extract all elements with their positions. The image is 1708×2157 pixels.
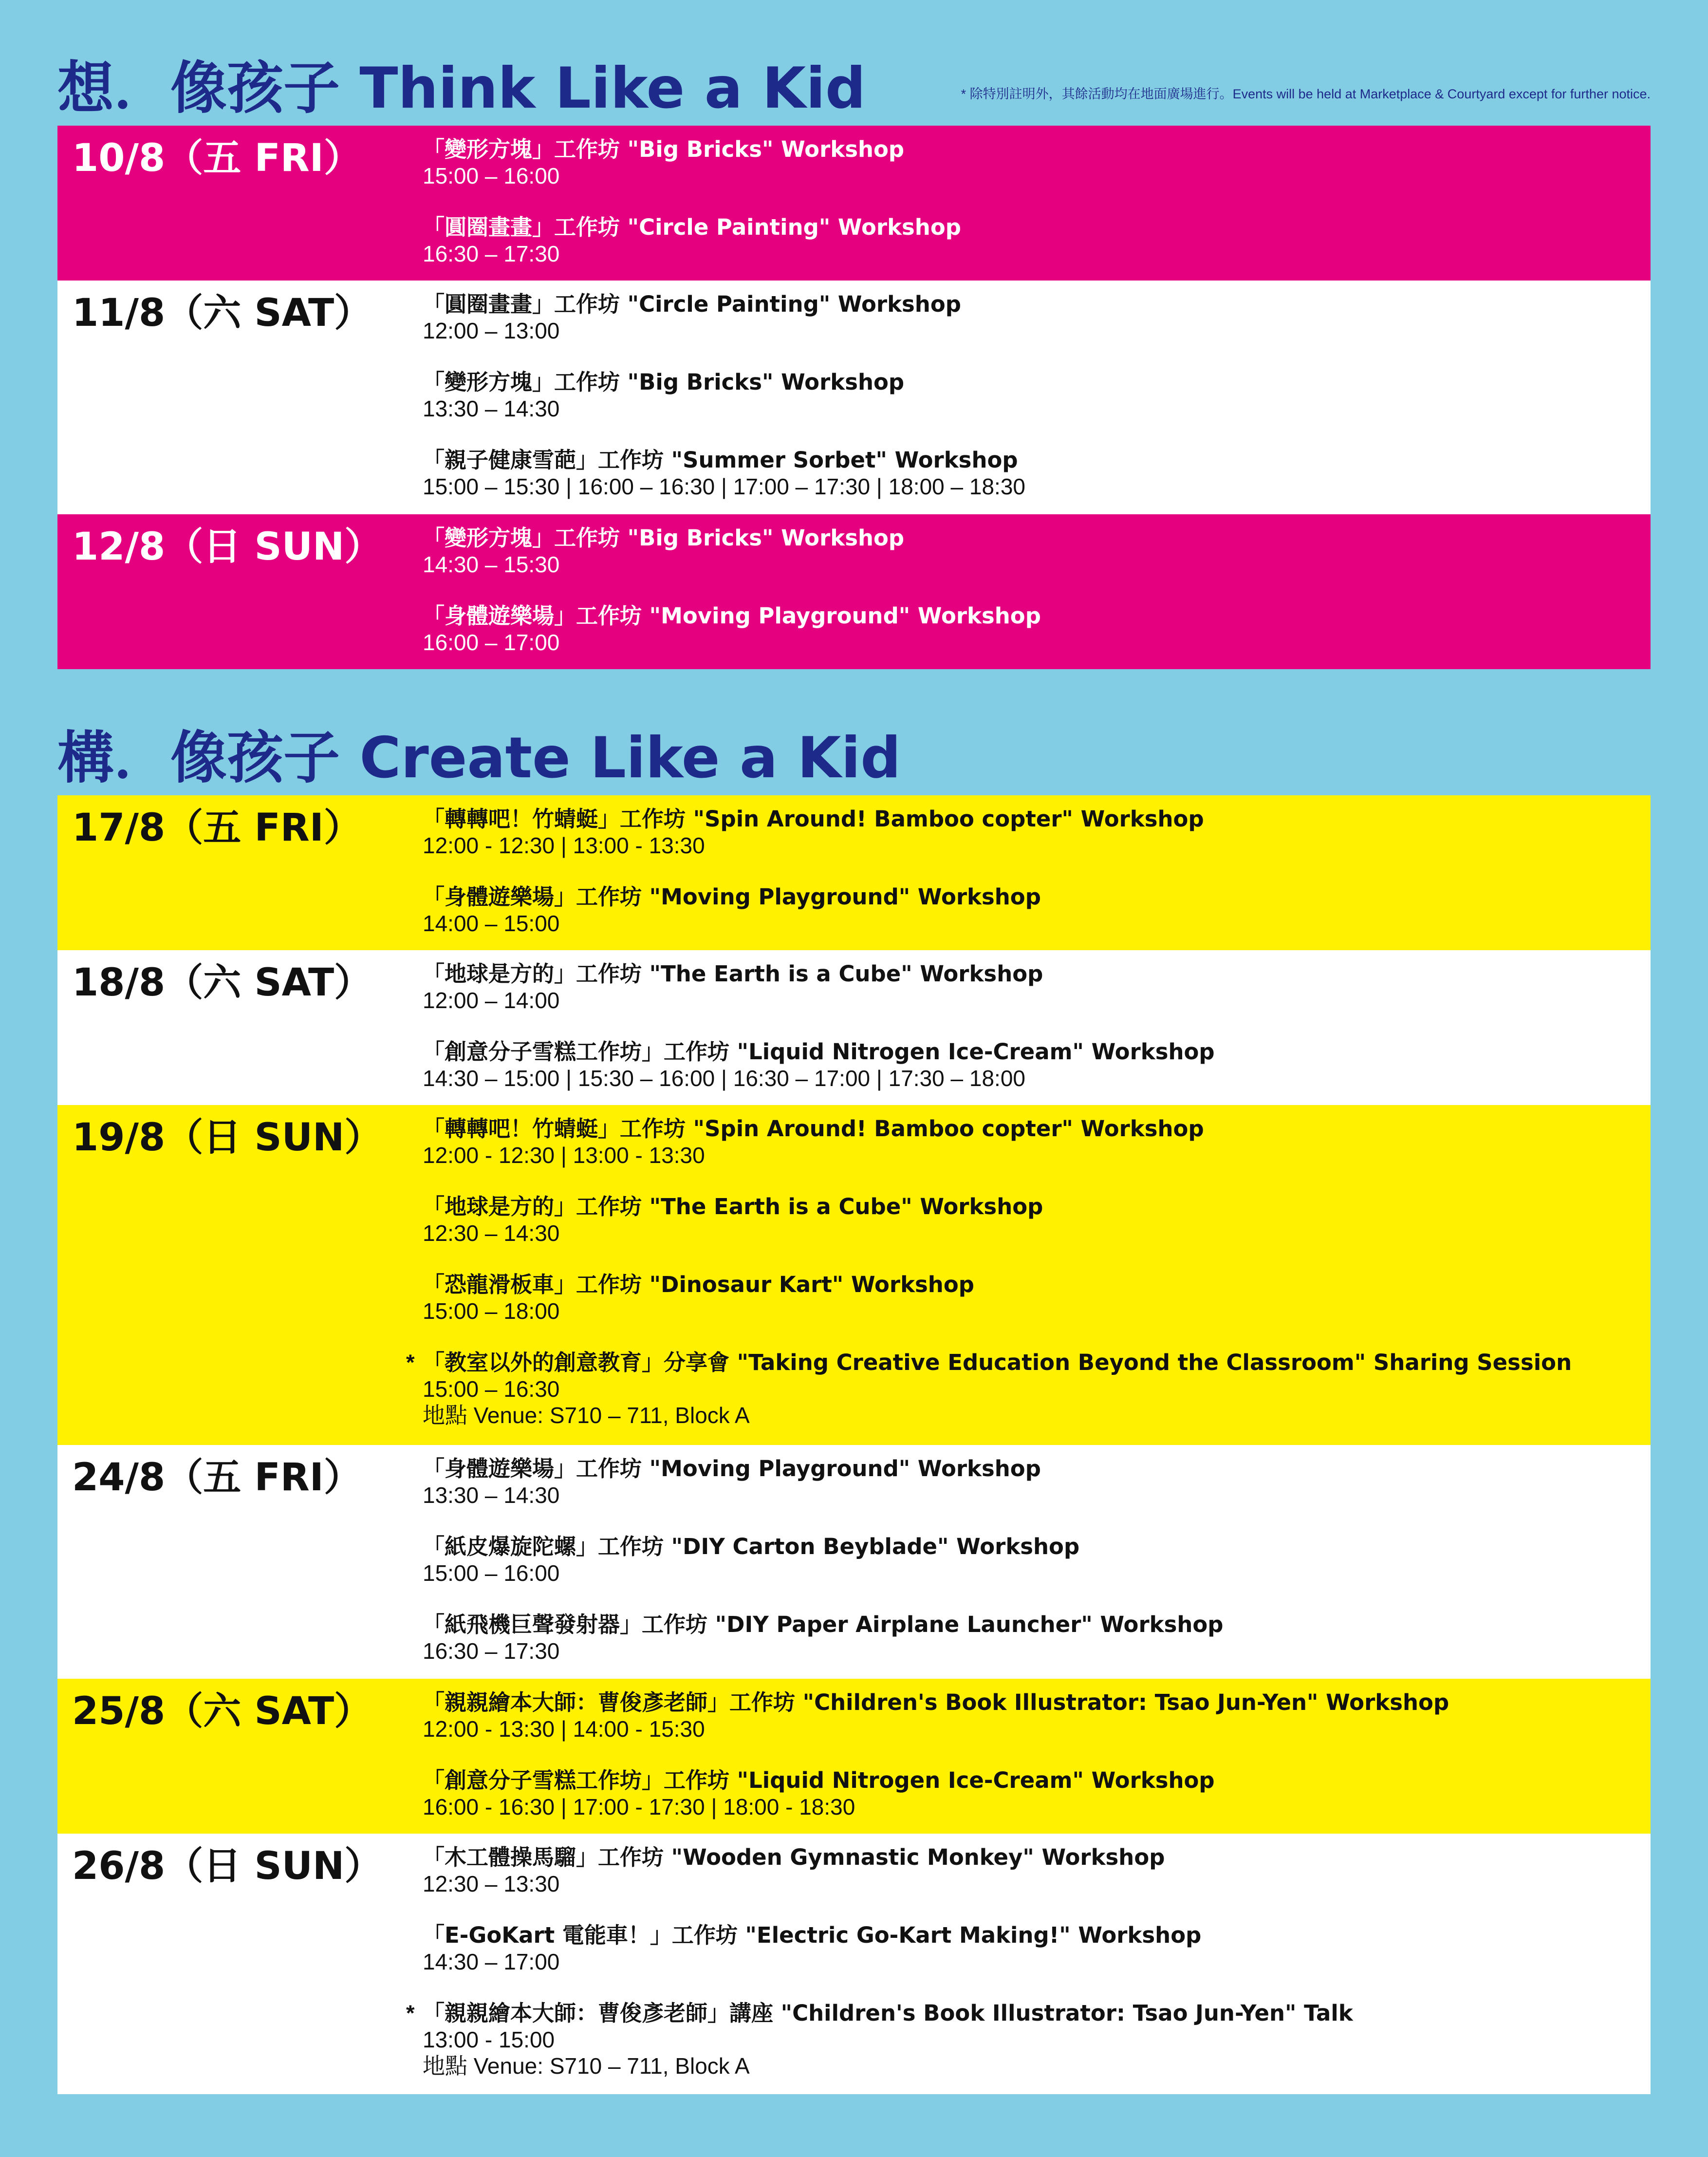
- event-times: 15:00 – 15:30 | 16:00 – 16:30 | 17:00 – 17:30 | 18:00 – 18:30: [423, 474, 1026, 499]
- event-list: [423, 291, 1631, 500]
- event-times: 14:30 – 15:00 | 15:30 – 16:00 | 16:30 – 17:00 | 17:30 – 18:00: [423, 1066, 1026, 1091]
- section-title: 想．像孩子 Think Like a Kid: [57, 56, 866, 121]
- event-list: [423, 1456, 1631, 1664]
- day-row: [57, 1105, 1651, 1445]
- day-row: [57, 1445, 1651, 1679]
- event-item: [423, 1922, 1631, 1975]
- section-title: 構．像孩子 Create Like a Kid: [57, 725, 901, 791]
- event-item: [423, 1534, 1631, 1586]
- day-row: [57, 281, 1651, 514]
- event-title: 「紙皮爆旋陀螺」工作坊 "DIY Carton Beyblade" Workshop: [423, 1534, 1080, 1559]
- event-title: 「地球是方的」工作坊 "The Earth is a Cube" Workshop: [423, 1194, 1043, 1219]
- day-label: 24/8（五 FRI）: [72, 1456, 362, 1500]
- event-title: 「變形方塊」工作坊 "Big Bricks" Workshop: [423, 369, 905, 395]
- event-title: 「E-GoKart 電能車！」工作坊 "Electric Go-Kart Making!" Workshop: [423, 1922, 1202, 1948]
- event-item: [423, 447, 1631, 500]
- event-times: 12:30 – 13:30: [423, 1871, 560, 1896]
- event-item: [423, 1767, 1631, 1820]
- event-item: [423, 603, 1631, 656]
- day-row: [57, 126, 1651, 281]
- event-title: 「地球是方的」工作坊 "The Earth is a Cube" Workshop: [423, 961, 1043, 987]
- day-label: 11/8（六 SAT）: [72, 291, 372, 335]
- event-times: 16:00 - 16:30 | 17:00 - 17:30 | 18:00 - 18:30: [423, 1794, 855, 1819]
- event-title: 「圓圈畫畫」工作坊 "Circle Painting" Workshop: [423, 214, 961, 240]
- schedule-think-like-a-kid: [57, 126, 1651, 669]
- day-label: 18/8（六 SAT）: [72, 961, 372, 1005]
- event-title: 「身體遊樂場」工作坊 "Moving Playground" Workshop: [423, 603, 1041, 629]
- event-list: [423, 806, 1631, 937]
- event-list: [423, 136, 1631, 267]
- event-list: [423, 525, 1631, 656]
- event-times: 14:00 – 15:00: [423, 911, 560, 936]
- day-label: 26/8（日 SUN）: [72, 1844, 383, 1888]
- event-item: [423, 1612, 1631, 1664]
- event-title: 「身體遊樂場」工作坊 "Moving Playground" Workshop: [423, 1456, 1041, 1482]
- event-title: 「變形方塊」工作坊 "Big Bricks" Workshop: [423, 136, 905, 162]
- day-label: 19/8（日 SUN）: [72, 1116, 383, 1160]
- event-title: 「身體遊樂場」工作坊 "Moving Playground" Workshop: [423, 884, 1041, 910]
- event-item: [423, 291, 1631, 344]
- event-times: 15:00 – 16:30: [423, 1376, 560, 1402]
- event-times: 16:30 – 17:30: [423, 1638, 560, 1664]
- event-item: [423, 214, 1631, 267]
- event-item: [423, 1689, 1631, 1742]
- event-list: [406, 1116, 1631, 1428]
- event-venue: 地點 Venue: S710 – 711, Block A: [423, 1403, 750, 1428]
- venue-asterisk: *: [406, 1350, 415, 1375]
- event-item: [423, 369, 1631, 422]
- event-item: [423, 1116, 1631, 1168]
- event-times: 12:30 – 14:30: [423, 1220, 560, 1246]
- event-list: [406, 1844, 1631, 2079]
- section-header: [57, 718, 1651, 791]
- event-times: 16:00 – 17:00: [423, 630, 560, 655]
- event-times: 16:30 – 17:30: [423, 241, 560, 266]
- event-item: [423, 806, 1631, 859]
- event-times: 15:00 – 18:00: [423, 1298, 560, 1324]
- event-times: 15:00 – 16:00: [423, 163, 560, 188]
- event-title: 「教室以外的創意教育」分享會 "Taking Creative Education Beyond the Classroom" Sharing Session: [423, 1350, 1572, 1375]
- day-row: [57, 795, 1651, 950]
- event-item: [423, 884, 1631, 937]
- event-item: [423, 525, 1631, 578]
- day-row: [57, 1679, 1651, 1834]
- event-title: 「親親繪本大師：曹俊彥老師」工作坊 "Children's Book Illustrator: Tsao Jun-Yen" Workshop: [423, 1689, 1449, 1715]
- event-times: 14:30 – 17:00: [423, 1949, 560, 1974]
- event-title: 「親親繪本大師：曹俊彥老師」講座 "Children's Book Illustrator: Tsao Jun-Yen" Talk: [423, 2000, 1353, 2026]
- event-venue: 地點 Venue: S710 – 711, Block A: [423, 2053, 750, 2079]
- event-title: 「圓圈畫畫」工作坊 "Circle Painting" Workshop: [423, 291, 961, 317]
- event-item: [423, 1844, 1631, 1897]
- event-item: [423, 1272, 1631, 1324]
- event-item: [423, 136, 1631, 189]
- section-header: [57, 49, 1651, 122]
- event-item: [423, 1456, 1631, 1508]
- event-title: 「恐龍滑板車」工作坊 "Dinosaur Kart" Workshop: [423, 1272, 974, 1297]
- event-times: 12:00 – 13:00: [423, 318, 560, 343]
- event-title: 「紙飛機巨聲發射器」工作坊 "DIY Paper Airplane Launcher" Workshop: [423, 1612, 1224, 1637]
- event-times: 15:00 – 16:00: [423, 1560, 560, 1586]
- event-times: 14:30 – 15:30: [423, 552, 560, 577]
- day-label: 25/8（六 SAT）: [72, 1689, 372, 1733]
- event-title: 「創意分子雪糕工作坊」工作坊 "Liquid Nitrogen Ice-Cream" Workshop: [423, 1039, 1215, 1065]
- event-times: 12:00 - 13:30 | 14:00 - 15:30: [423, 1716, 705, 1742]
- event-title: 「木工體操馬騮」工作坊 "Wooden Gymnastic Monkey" Workshop: [423, 1844, 1165, 1870]
- event-title: 「創意分子雪糕工作坊」工作坊 "Liquid Nitrogen Ice-Cream" Workshop: [423, 1767, 1215, 1793]
- venue-note: * 除特別註明外，其餘活動均在地面廣場進行。Events will be held at Marketplace & Courtyard except for further notice.: [961, 87, 1651, 101]
- event-list: [423, 1689, 1631, 1820]
- day-row: [57, 514, 1651, 669]
- event-title: 「轉轉吧！竹蜻蜓」工作坊 "Spin Around! Bamboo copter" Workshop: [423, 1116, 1204, 1142]
- event-title: 「變形方塊」工作坊 "Big Bricks" Workshop: [423, 525, 905, 551]
- day-row: [57, 1834, 1651, 2094]
- day-row: [57, 950, 1651, 1105]
- event-times: 12:00 – 14:00: [423, 988, 560, 1013]
- schedule-create-like-a-kid: [57, 795, 1651, 2094]
- event-title: 「轉轉吧！竹蜻蜓」工作坊 "Spin Around! Bamboo copter" Workshop: [423, 806, 1204, 832]
- event-item: [406, 2000, 1631, 2079]
- event-times: 13:00 - 15:00: [423, 2027, 555, 2052]
- event-item: [423, 1039, 1631, 1091]
- venue-asterisk: *: [406, 2001, 415, 2026]
- event-item: [423, 961, 1631, 1013]
- event-list: [423, 961, 1631, 1091]
- event-times: 12:00 - 12:30 | 13:00 - 13:30: [423, 1143, 705, 1168]
- event-times: 12:00 - 12:30 | 13:00 - 13:30: [423, 833, 705, 858]
- day-label: 10/8（五 FRI）: [72, 136, 362, 180]
- event-title: 「親子健康雪葩」工作坊 "Summer Sorbet" Workshop: [423, 447, 1018, 473]
- event-item: [423, 1194, 1631, 1246]
- event-times: 13:30 – 14:30: [423, 1482, 560, 1508]
- event-item: [406, 1350, 1631, 1428]
- day-label: 17/8（五 FRI）: [72, 806, 362, 850]
- day-label: 12/8（日 SUN）: [72, 525, 383, 569]
- event-times: 13:30 – 14:30: [423, 396, 560, 421]
